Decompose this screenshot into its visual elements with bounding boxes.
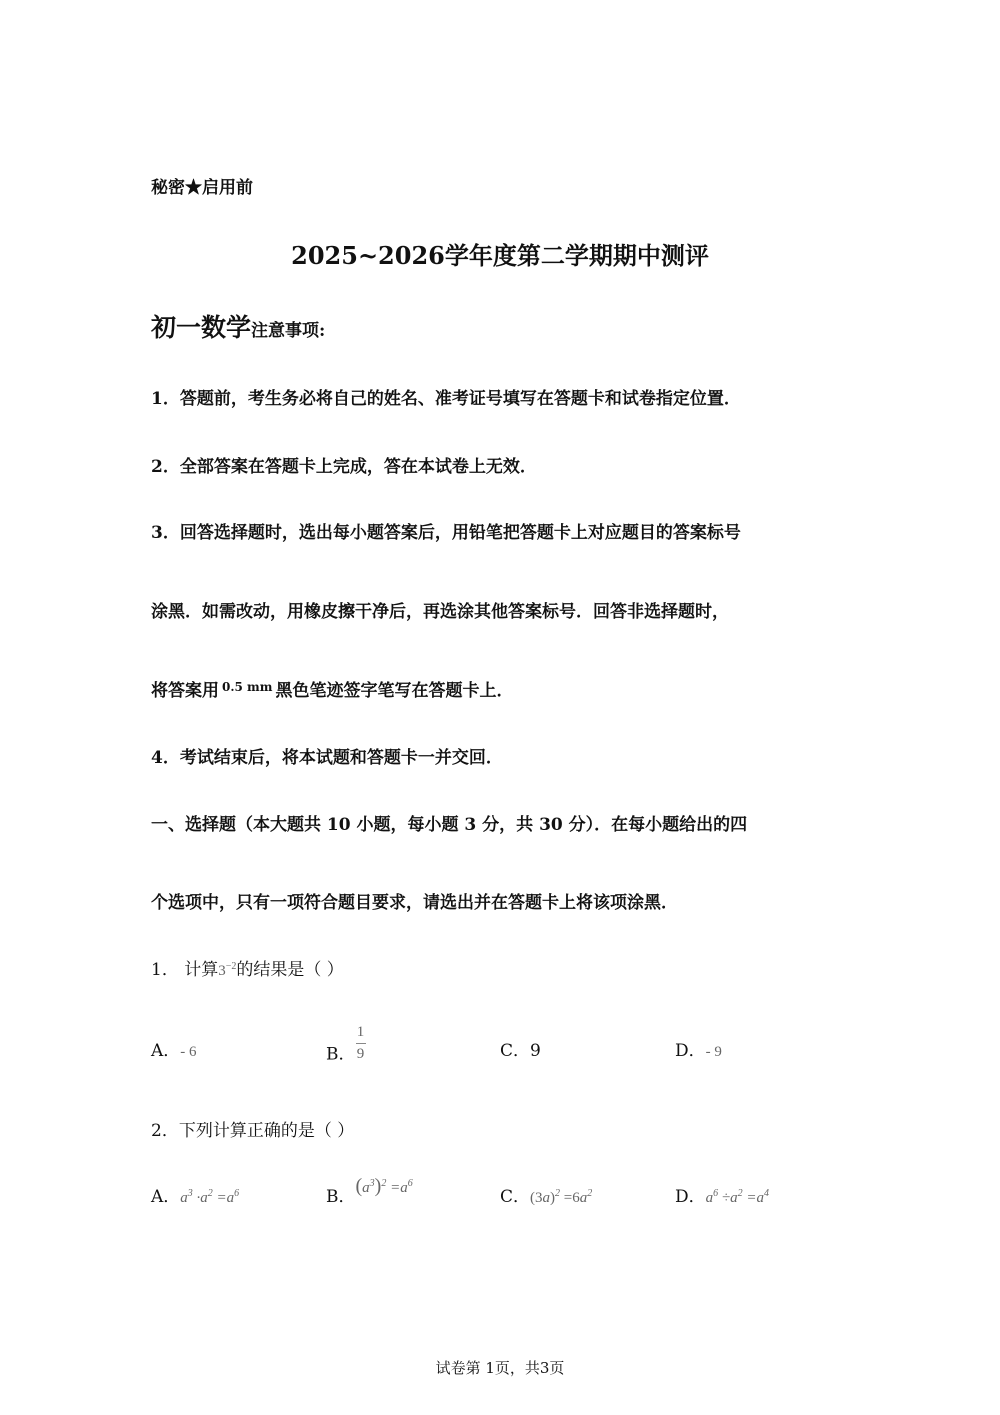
section-1-heading-line-1: 一、选择题（本大题共 10 小题，每小题 3 分，共 30 分）．在每小题给出的四 [151, 815, 748, 835]
q1-option-c-value: 9 [530, 1041, 541, 1061]
q1-option-d[interactable] [675, 1036, 722, 1061]
subject-name: 初一数学 [151, 313, 252, 342]
notice-1: 1．答题前，考生务必将自己的姓名、准考证号填写在答题卡和试卷指定位置． [151, 389, 741, 409]
q2-option-b-formula: $(a^3)^2 =a^6$ [355, 1175, 413, 1197]
pen-size: 0.5 mm [222, 680, 273, 694]
q2-option-c-label: C． [500, 1187, 531, 1207]
q2-option-d[interactable] [675, 1182, 769, 1207]
q2-option-d-formula: $a^6 \div a^2 =a^4$ [705, 1188, 769, 1206]
question-1-stem [151, 955, 344, 980]
page-footer: 试卷第 1页，共3页 [435, 1359, 565, 1377]
notice-3-pre: 将答案用 [151, 681, 219, 701]
q1-option-b-fraction: $\frac{1}{9}$ [356, 1024, 365, 1062]
notice-heading: 注意事项: [251, 321, 326, 341]
q2-option-c[interactable] [500, 1182, 592, 1207]
q1-option-a-value: - 6 [180, 1044, 197, 1060]
section-1-heading-line-2: 个选项中，只有一项符合题目要求，请选出并在答题卡上将该项涂黑． [151, 893, 678, 913]
q1-option-c-label: C． [500, 1041, 531, 1061]
q1-pre: 1． 计算 [151, 960, 219, 980]
q2-option-a[interactable] [151, 1182, 239, 1207]
notice-2: 2．全部答案在答题卡上完成，答在本试卷上无效． [151, 457, 537, 477]
confidential-label: 秘密★启用前 [151, 178, 253, 198]
q1-option-d-label: D． [675, 1041, 706, 1061]
subject-line [151, 308, 325, 344]
notice-3-post: 黑色笔迹签字笔写在答题卡上． [275, 681, 514, 701]
q2-option-c-formula: $(3a)^2 =6a^2$ [530, 1188, 593, 1206]
q2-option-a-label: A． [151, 1187, 181, 1207]
q1-option-b[interactable] [326, 1024, 366, 1074]
q2-option-a-formula: $a^3 \cdot a^2 =a^6$ [180, 1188, 240, 1206]
notice-4: 4．考试结束后，将本试题和答题卡一并交回． [151, 748, 503, 768]
q1-option-b-label: B． [326, 1044, 356, 1065]
q1-option-a-label: A． [151, 1041, 181, 1061]
notice-3-line-3 [151, 676, 513, 701]
q1-option-d-value: - 9 [705, 1044, 722, 1060]
question-2-stem: 2．下列计算正确的是（ ） [151, 1121, 355, 1141]
q1-post: 的结果是（ ） [236, 960, 344, 980]
q2-option-b-label: B． [326, 1187, 356, 1207]
q2-option-d-label: D． [675, 1187, 706, 1207]
q2-option-b[interactable] [326, 1175, 413, 1208]
q1-option-c[interactable] [500, 1036, 541, 1061]
exam-title: 2025~2026学年度第二学期期中测评 [291, 241, 709, 270]
q1-option-a[interactable] [151, 1036, 197, 1061]
q1-expression: $3^{-2}$ [218, 961, 237, 979]
notice-3-line-2: 涂黑．如需改动，用橡皮擦干净后，再选涂其他答案标号．回答非选择题时， [151, 602, 729, 622]
notice-3-line-1: 3．回答选择题时，选出每小题答案后，用铅笔把答题卡上对应题目的答案标号 [151, 523, 741, 543]
